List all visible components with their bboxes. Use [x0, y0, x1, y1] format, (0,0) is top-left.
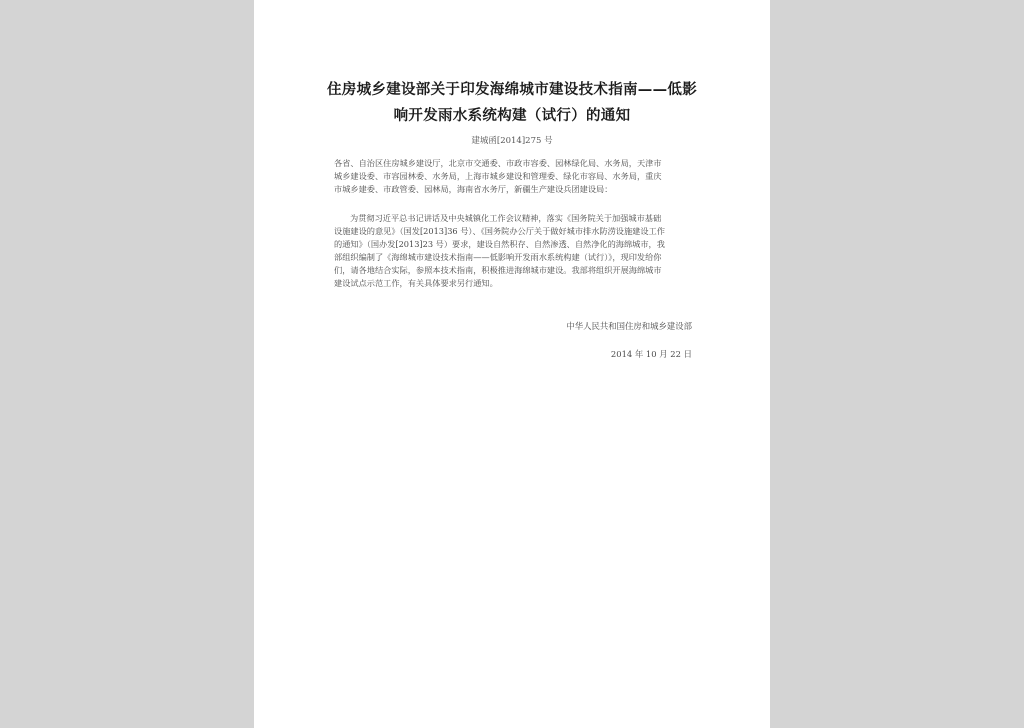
body-line-4: 部组织编制了《海绵城市建设技术指南——低影响开发雨水系统构建（试行）》，现印发给你 — [334, 252, 662, 262]
document-date: 2014 年 10 月 22 日 — [610, 349, 692, 359]
document-page — [254, 0, 770, 728]
body-line-2: 设施建设的意见》（国发[2013]36 号）、《国务院办公厅关于做好城市排水防涝设施建设工作 — [334, 226, 665, 236]
signature: 中华人民共和国住房和城乡建设部 — [566, 321, 692, 331]
body-line-3: 的通知》（国办发[2013]23 号）要求，建设自然积存、自然渗透、自然净化的海绵城市，我 — [334, 239, 665, 249]
body-line-6: 建设试点示范工作，有关具体要求另行通知。 — [334, 278, 498, 288]
document-title-line-1: 住房城乡建设部关于印发海绵城市建设技术指南——低影 — [327, 82, 697, 98]
document-number: 建城函[2014]275 号 — [471, 136, 553, 146]
document-title-line-2: 响开发雨水系统构建（试行）的通知 — [393, 108, 631, 124]
body-line-5: 们，请各地结合实际，参照本技术指南，积极推进海绵城市建设。我部将组织开展海绵城市 — [334, 265, 662, 275]
addressee-line-1: 各省、自治区住房城乡建设厅，北京市交通委、市政市容委、园林绿化局、水务局，天津市 — [334, 158, 662, 168]
body-line-1: 为贯彻习近平总书记讲话及中央城镇化工作会议精神，落实《国务院关于加强城市基础 — [350, 213, 662, 223]
addressee-line-2: 城乡建设委、市容园林委、水务局，上海市城乡建设和管理委、绿化市容局、水务局，重庆 — [334, 171, 662, 181]
addressee-line-3: 市城乡建委、市政管委、园林局，海南省水务厅，新疆生产建设兵团建设局： — [334, 184, 613, 194]
